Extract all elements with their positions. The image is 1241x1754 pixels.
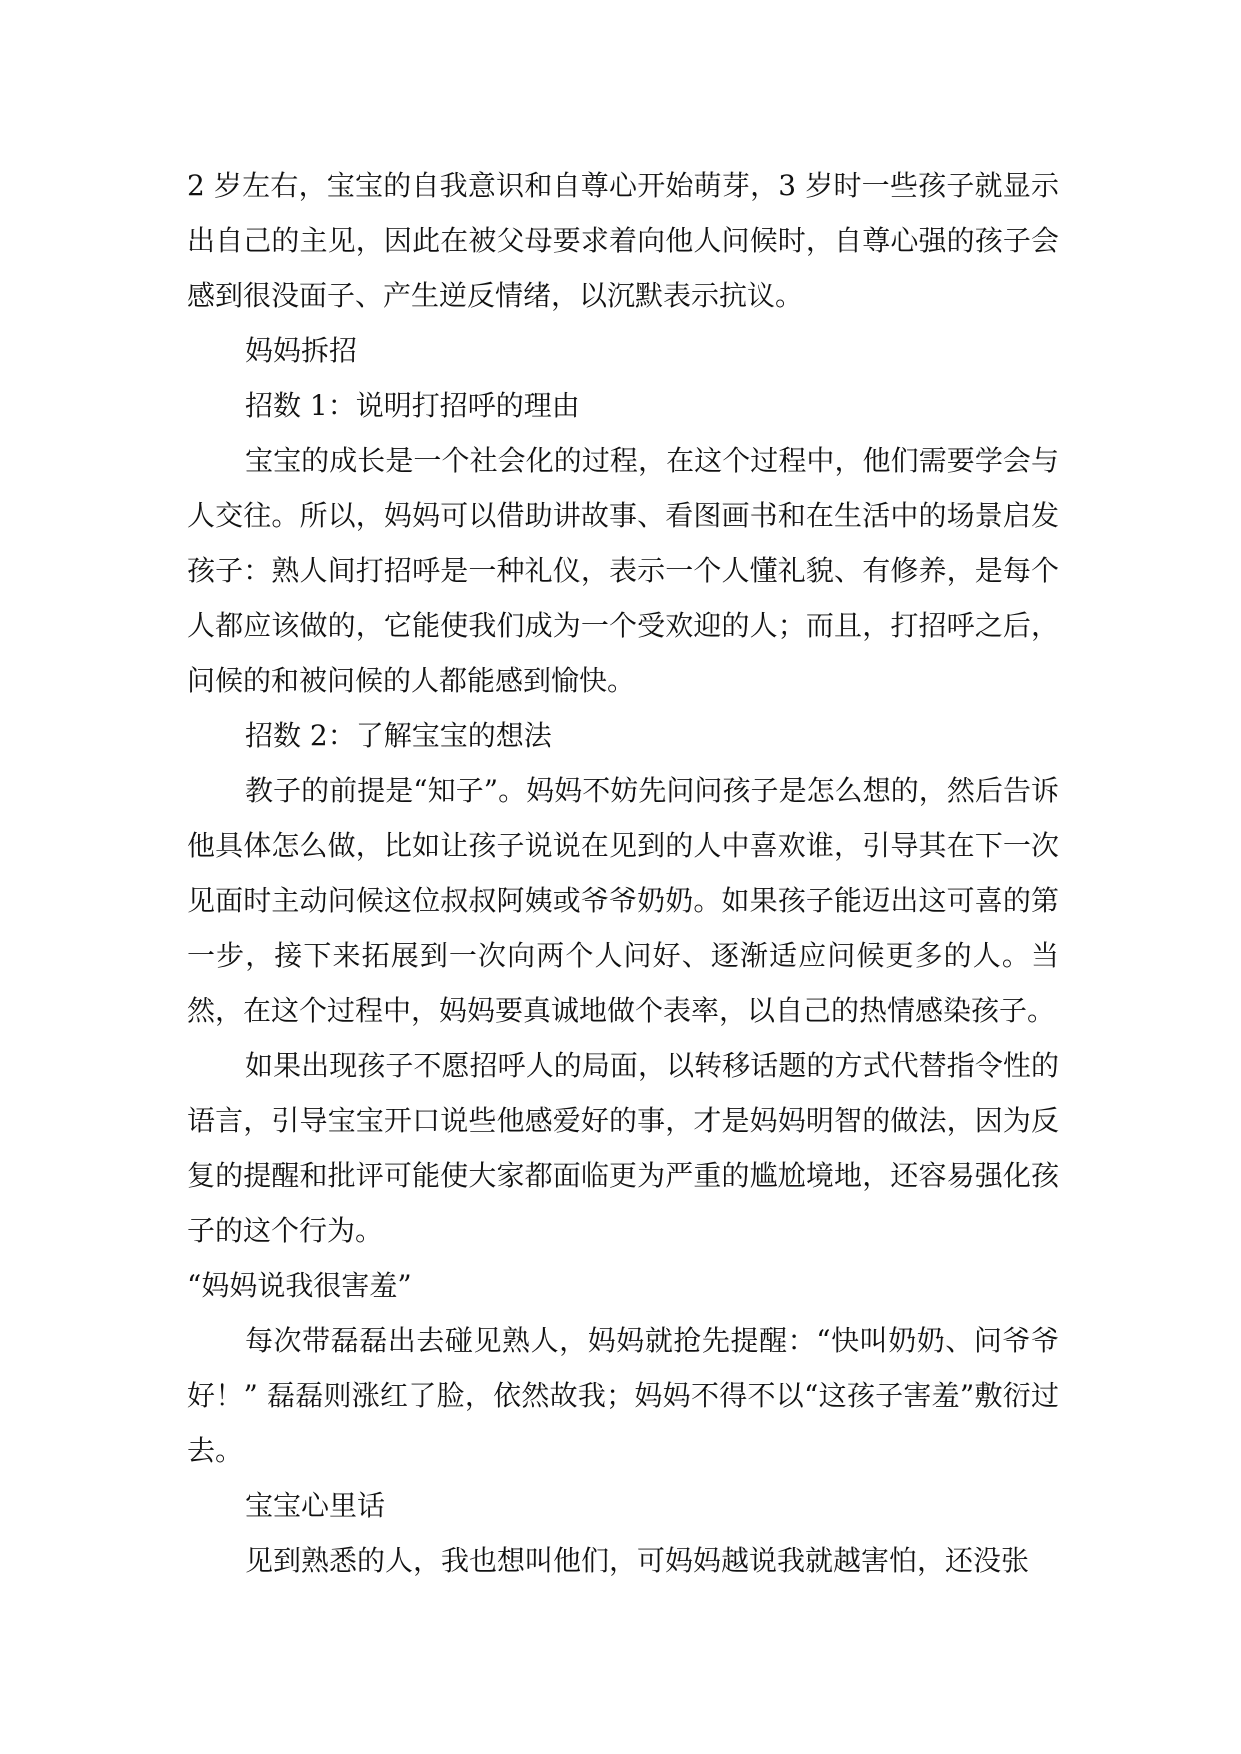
heading-baby-voice: 宝宝心里话 (245, 1489, 386, 1522)
paragraph-intro: 2 岁左右，宝宝的自我意识和自尊心开始萌芽，3 岁时一些孩子就显示出自己的主见，因此在被父母要求着向他人问候时，自尊心强的孩子会感到很没面子、产生逆反情绪，以沉默表示抗议。 (187, 169, 1059, 312)
heading-mom-tips: 妈妈拆招 (245, 334, 358, 367)
paragraph-baby-voice: 见到熟悉的人，我也想叫他们，可妈妈越说我就越害怕，还没张 (245, 1544, 1030, 1577)
paragraph-tip-1: 宝宝的成长是一个社会化的过程，在这个过程中，他们需要学会与人交往。所以，妈妈可以借助讲故事、看图画书和在生活中的场景启发孩子：熟人间打招呼是一种礼仪，表示一个人懂礼貌、有修养，是每个人都应该做的，它能使我们成为一个受欢迎的人；而且，打招呼之后，问候的和被问候的人都能感到愉快。 (187, 444, 1059, 697)
document-page (187, 158, 1059, 1588)
paragraph-tip-2: 教子的前提是“知子”。妈妈不妨先问问孩子是怎么想的，然后告诉他具体怎么做，比如让孩子说说在见到的人中喜欢谁，引导其在下一次见面时主动问候这位叔叔阿姨或爷爷奶奶。如果孩子能迈出这可喜的第一步，接下来拓展到一次向两个人问好、逐渐适应问候更多的人。当然，在这个过程中，妈妈要真诚地做个表率，以自己的热情感染孩子。 (187, 774, 1059, 1027)
heading-tip-1: 招数 1：说明打招呼的理由 (245, 389, 580, 422)
heading-shy: “妈妈说我很害羞” (187, 1269, 412, 1302)
heading-tip-2: 招数 2：了解宝宝的想法 (245, 719, 552, 752)
paragraph-leilei: 每次带磊磊出去碰见熟人，妈妈就抢先提醒：“快叫奶奶、问爷爷好！” 磊磊则涨红了脸，依然故我；妈妈不得不以“这孩子害羞”敷衍过去。 (187, 1324, 1059, 1467)
paragraph-redirect: 如果出现孩子不愿招呼人的局面，以转移话题的方式代替指令性的语言，引导宝宝开口说些他感爱好的事，才是妈妈明智的做法，因为反复的提醒和批评可能使大家都面临更为严重的尴尬境地，还容易强化孩子的这个行为。 (187, 1049, 1059, 1247)
